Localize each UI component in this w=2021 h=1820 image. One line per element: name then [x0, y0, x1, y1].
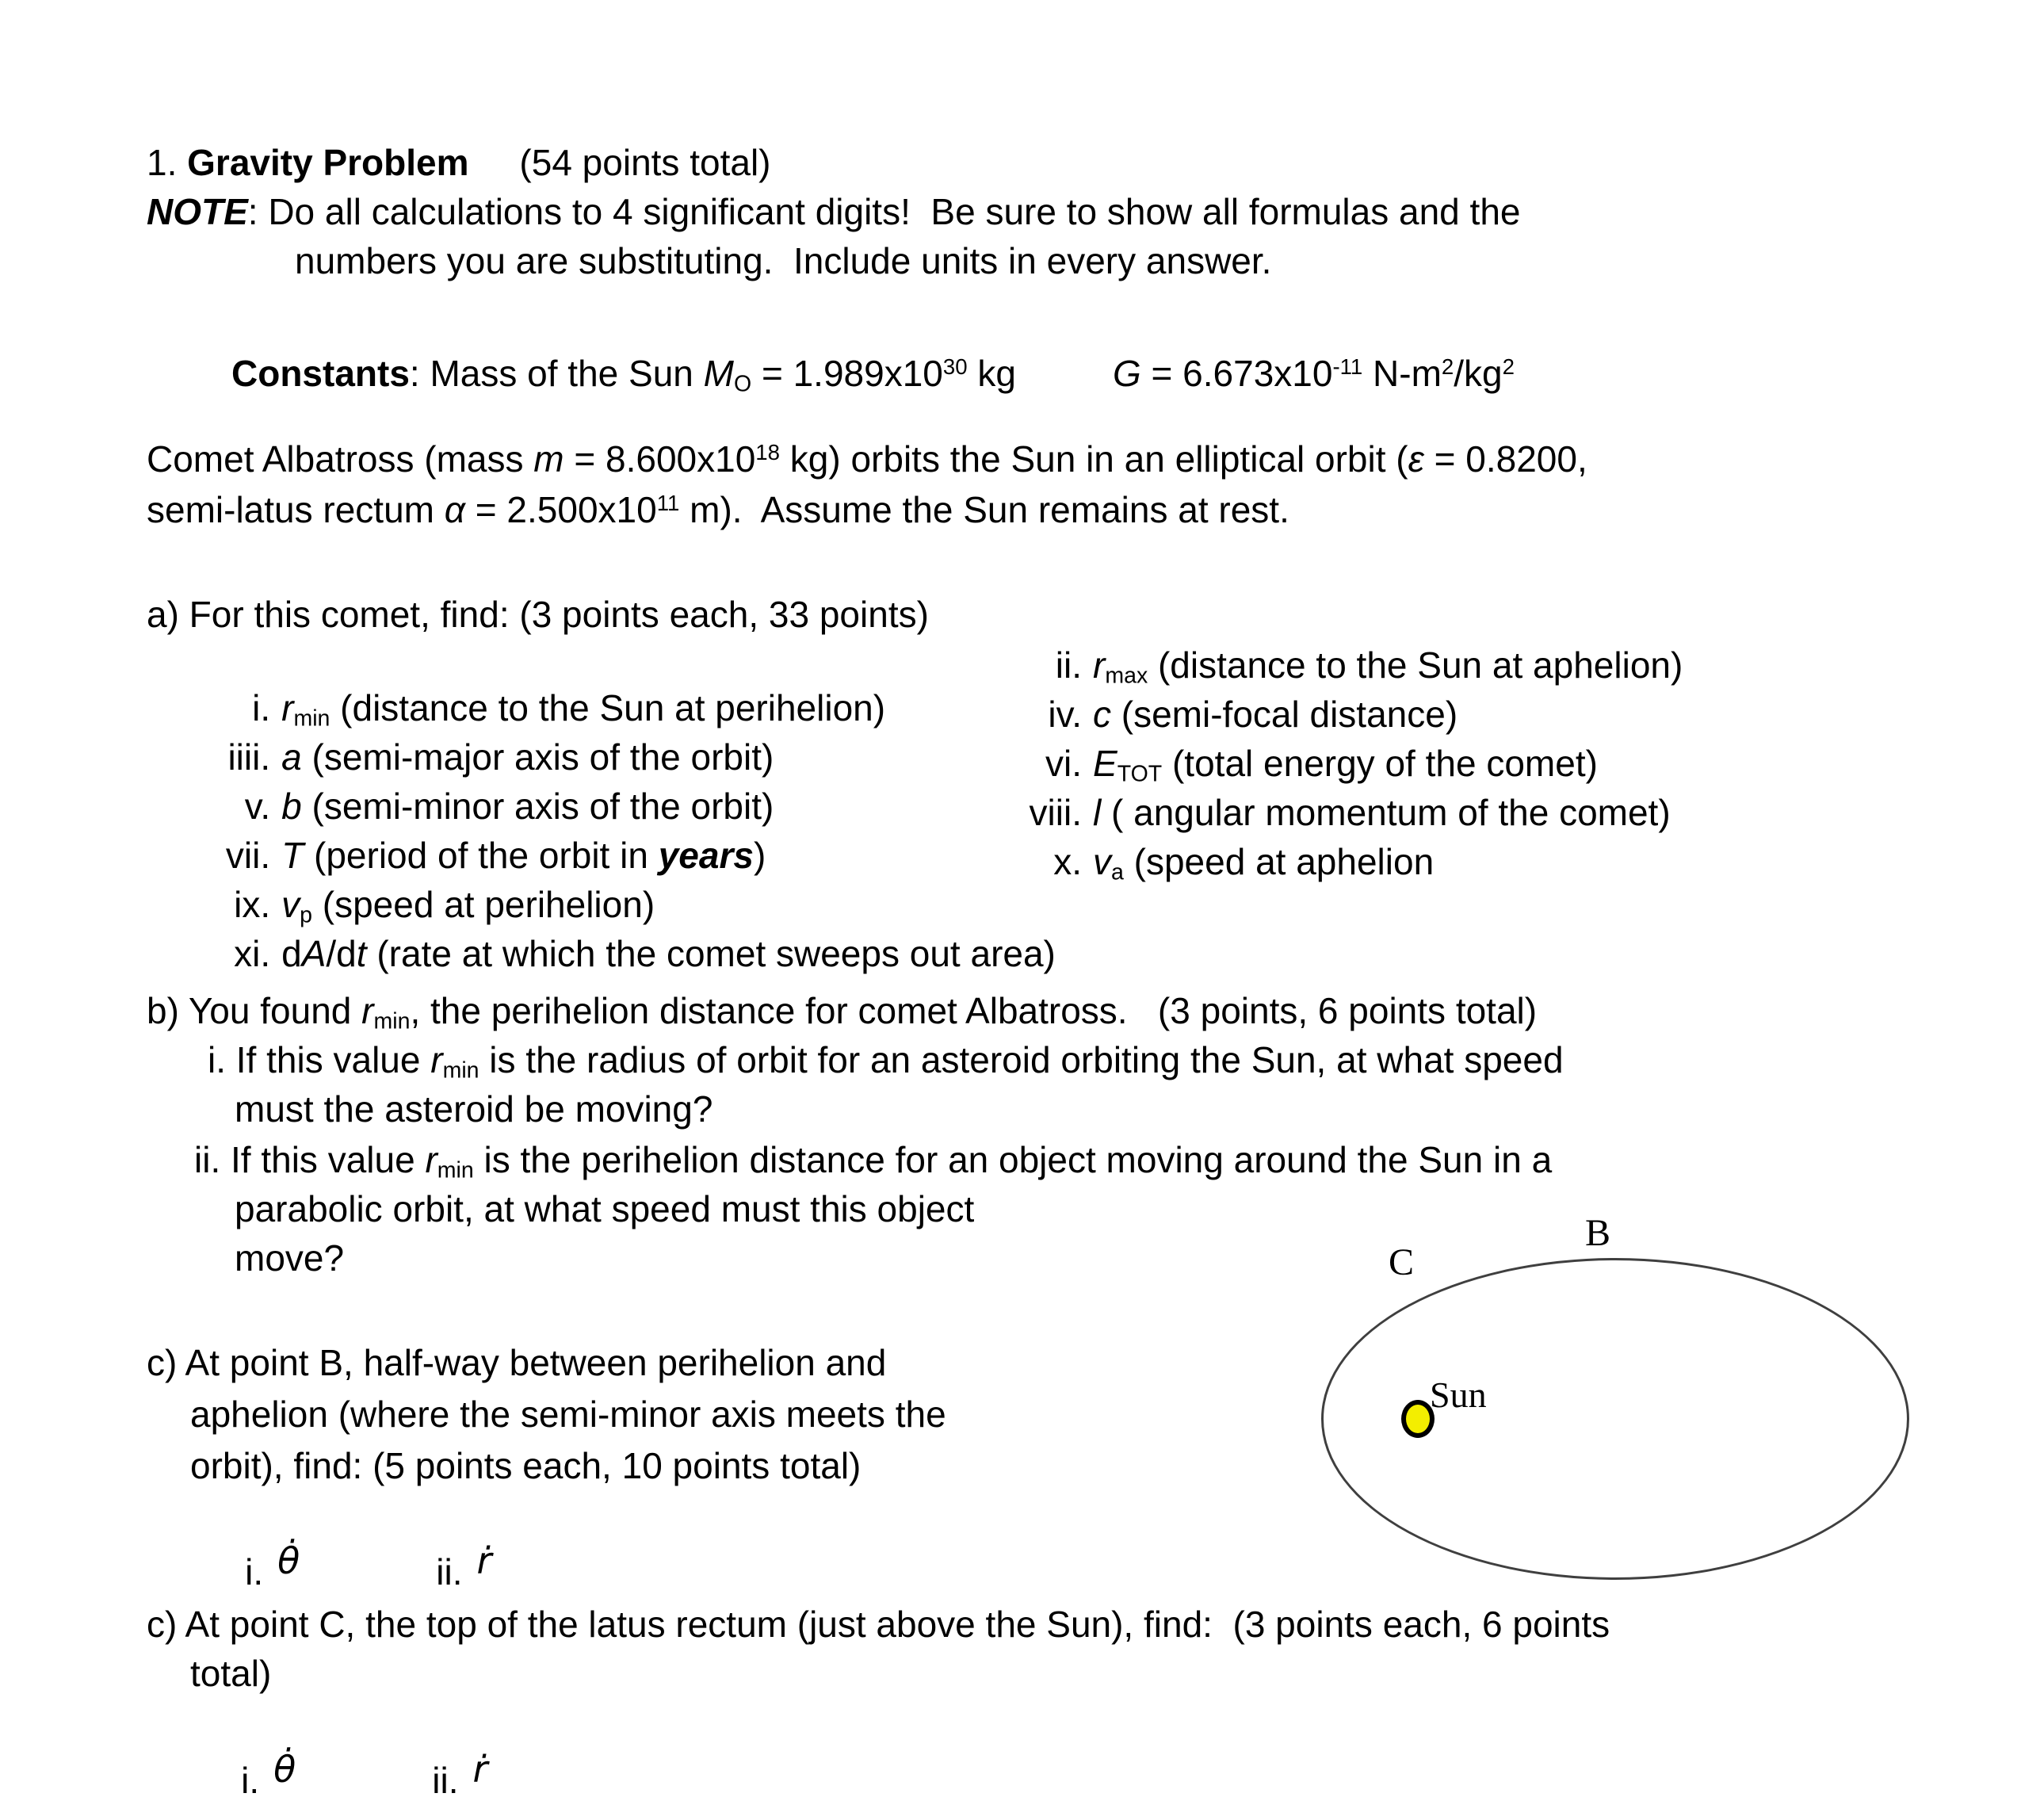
text-segment: TOT: [1117, 761, 1163, 787]
item-numeral: i.: [252, 687, 271, 728]
text-segment: NOTE: [147, 191, 248, 232]
part-c2-line-2: [190, 1652, 271, 1695]
item-numeral: viii.: [1029, 792, 1082, 833]
text-segment: (speed at perihelion): [311, 884, 655, 925]
text-segment: (rate at which the comet sweeps out area): [366, 933, 1056, 974]
text-segment: c) At point B, half-way between perihelion and: [147, 1342, 887, 1383]
text-segment: ii. If this value: [194, 1139, 426, 1180]
problem-title: [147, 141, 770, 184]
point-b-label: B: [1585, 1212, 1611, 1254]
text-segment: = 6.673x10: [1140, 353, 1333, 394]
text-segment: kg) orbits the Sun in an elliptical orbit (: [780, 438, 1408, 480]
text-segment: i. If this value: [208, 1039, 431, 1080]
text-segment: m). Assume the Sun remains at rest.: [679, 489, 1289, 530]
text-segment: = 8.600x10: [564, 438, 756, 480]
text-segment: Constants: [231, 353, 410, 394]
text-segment: (distance to the Sun at aphelion): [1148, 644, 1683, 686]
r-dot-symbol: ṙ: [476, 1539, 492, 1582]
text-segment: 1.: [147, 142, 188, 183]
text-segment: = 2.500x10: [464, 489, 657, 530]
text-segment: r: [281, 687, 294, 728]
text-segment: ( angular momentum of the comet): [1101, 792, 1671, 833]
item-text: [1093, 743, 1598, 787]
text-segment: ): [753, 835, 766, 876]
theta-dot-symbol: θ̇: [277, 1539, 300, 1582]
text-segment: is the radius of orbit for an asteroid orbiting the Sun, at what speed: [479, 1039, 1564, 1080]
item-numeral: i.: [245, 1551, 264, 1592]
part-a-row-1-right: [987, 644, 1683, 689]
text-segment: 2: [1441, 354, 1454, 379]
text-segment: v: [1093, 841, 1111, 882]
text-segment: r: [1093, 644, 1106, 686]
text-segment: a) For this comet, find: (3 points each, 33 points): [147, 594, 929, 635]
text-segment: (distance to the Sun at perihelion): [330, 687, 886, 728]
part-c1-line-3: [190, 1444, 861, 1487]
text-segment: 30: [942, 354, 968, 379]
item-numeral: x.: [1053, 841, 1082, 882]
item-numeral: iiii.: [227, 736, 271, 778]
item-numeral: xi.: [234, 933, 271, 974]
text-segment: (semi-major axis of the orbit): [301, 736, 774, 778]
part-a-row-2-right: [987, 693, 1457, 736]
text-segment: (semi-minor axis of the orbit): [301, 786, 774, 827]
item-text: [1093, 694, 1457, 735]
item-numeral: iv.: [1048, 694, 1082, 735]
text-segment: = 1.989x10: [751, 353, 943, 394]
note-line-2: [295, 239, 1271, 282]
item-text: [1093, 644, 1683, 689]
text-segment: /d: [326, 933, 357, 974]
text-segment: min: [373, 1008, 411, 1034]
text-segment: c) At point C, the top of the latus rectum (just above the Sun), find: (3 points each, 6 points: [147, 1604, 1610, 1645]
text-segment: 11: [656, 490, 680, 515]
text-segment: α: [444, 489, 465, 530]
text-segment: t: [356, 933, 367, 974]
text-segment: G: [1112, 353, 1141, 394]
item-text: [281, 933, 1056, 974]
text-segment: b: [281, 786, 302, 827]
text-segment: parabolic orbit, at what speed must this object: [235, 1188, 975, 1229]
note-line-1: [147, 190, 1521, 233]
item-numeral: ii.: [1055, 644, 1082, 686]
text-segment: total): [190, 1653, 272, 1694]
text-segment: /kg: [1454, 353, 1503, 394]
text-segment: is the perihelion distance for an object moving around the Sun in a: [473, 1139, 1553, 1180]
text-segment: -11: [1332, 354, 1363, 379]
text-segment: a: [1111, 859, 1124, 885]
text-segment: (total energy of the comet): [1162, 743, 1598, 784]
point-c-label: C: [1389, 1241, 1415, 1283]
part-a-row-3-right: [987, 742, 1598, 787]
text-segment: numbers you are substituting. Include units in every answer.: [295, 240, 1272, 281]
item-numeral: ii.: [436, 1551, 463, 1592]
item-text: [1093, 841, 1435, 885]
text-segment: a: [281, 736, 302, 778]
part-a-row-5-right: [987, 840, 1434, 885]
part-b-item-ii: [194, 1138, 1552, 1183]
item-numeral: i.: [241, 1760, 260, 1801]
text-segment: O: [733, 371, 752, 397]
text-segment: d: [281, 933, 302, 974]
r-dot-symbol: ṙ: [472, 1748, 488, 1791]
text-segment: min: [442, 1057, 479, 1084]
part-b-item-ii-cont1: [235, 1187, 974, 1230]
text-segment: min: [437, 1157, 474, 1183]
part-c2-line-1: [147, 1603, 1610, 1646]
text-segment: kg: [967, 353, 1016, 394]
part-b-item-i: [208, 1038, 1564, 1084]
theta-dot-symbol: θ̇: [273, 1748, 296, 1791]
text-segment: M: [703, 353, 734, 394]
text-segment: Comet Albatross (mass: [147, 438, 534, 480]
part-b-heading: [147, 989, 1537, 1034]
text-segment: b) You found: [147, 990, 362, 1031]
part-c1-line-1: [147, 1341, 886, 1384]
part-a-row-4-right: [987, 791, 1671, 834]
intro-line-2: [147, 488, 1289, 531]
text-segment: T: [281, 835, 304, 876]
text-segment: ε: [1408, 438, 1424, 480]
item-numeral: v.: [244, 786, 271, 827]
text-segment: (54 points total): [468, 142, 771, 183]
text-segment: 2: [1502, 354, 1515, 379]
text-segment: c: [1093, 694, 1111, 735]
text-segment: N-m: [1362, 353, 1442, 394]
text-segment: (period of the orbit in: [304, 835, 659, 876]
text-segment: : Do all calculations to 4 significant digits! Be sure to show all formulas and the: [247, 191, 1521, 232]
text-segment: r: [361, 990, 374, 1031]
text-segment: p: [300, 902, 312, 928]
text-segment: 18: [755, 439, 780, 465]
text-segment: (semi-focal distance): [1111, 694, 1458, 735]
text-segment: : Mass of the Sun: [409, 353, 704, 394]
text-segment: m: [533, 438, 564, 480]
text-segment: orbit), find: (5 points each, 10 points total): [190, 1445, 862, 1486]
text-segment: max: [1105, 663, 1148, 689]
intro-line-1: [147, 438, 1587, 480]
text-segment: v: [281, 884, 300, 925]
part-b-item-ii-cont2: [235, 1237, 344, 1279]
item-numeral: vii.: [225, 835, 271, 876]
text-segment: years: [658, 835, 754, 876]
text-segment: Gravity Problem: [187, 142, 469, 183]
constants-line: [231, 352, 1515, 397]
text-segment: l: [1093, 792, 1102, 833]
text-segment: min: [293, 705, 330, 732]
text-segment: (speed at aphelion: [1123, 841, 1435, 882]
item-numeral: ii.: [432, 1760, 459, 1801]
text-segment: aphelion (where the semi-minor axis meets the: [190, 1394, 946, 1435]
text-segment: must the asteroid be moving?: [235, 1088, 713, 1130]
item-numeral: vi.: [1045, 743, 1082, 784]
part-a-heading: [147, 593, 929, 636]
text-segment: r: [425, 1139, 437, 1180]
text-segment: = 0.8200,: [1423, 438, 1587, 480]
sun-label: Sun: [1430, 1375, 1487, 1415]
part-c1-line-2: [190, 1393, 946, 1436]
text-segment: A: [301, 933, 327, 974]
text-segment: move?: [235, 1237, 345, 1279]
part-c2-symbols: [201, 1716, 487, 1820]
text-segment: E: [1093, 743, 1117, 784]
text-segment: semi-latus rectum: [147, 489, 445, 530]
item-numeral: ix.: [234, 884, 271, 925]
part-b-item-i-cont: [235, 1088, 713, 1130]
item-text: [1093, 792, 1671, 833]
text-segment: , the perihelion distance for comet Albatross. (3 points, 6 points total): [410, 990, 1538, 1031]
text-segment: r: [430, 1039, 443, 1080]
